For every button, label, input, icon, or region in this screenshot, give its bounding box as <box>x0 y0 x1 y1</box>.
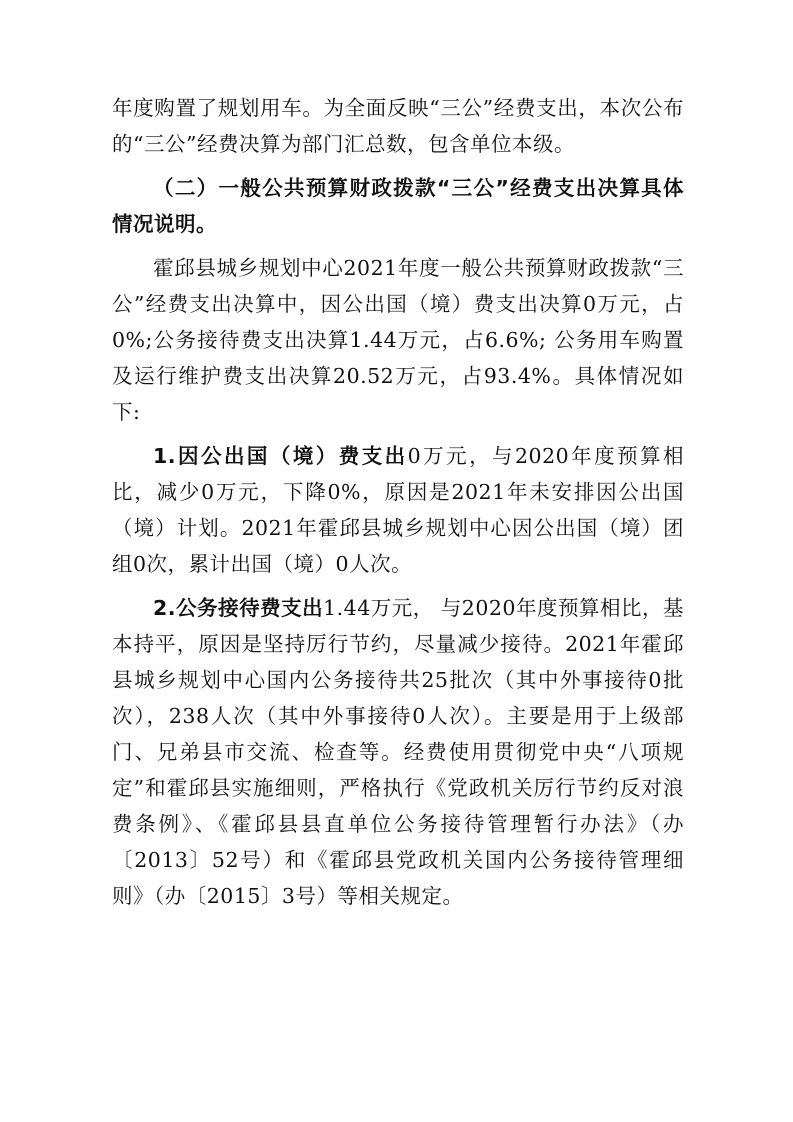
document-page <box>112 90 684 914</box>
section-heading-2: （二）一般公共预算财政拨款“三公”经费支出决算具体情况说明。 <box>112 176 684 236</box>
item-2-text: 1.44万元， 与2020年度预算相比，基本持平，原因是坚持厉行节约，尽量减少接待。2021年霍邱县城乡规划中心国内公务接待共25批次（其中外事接待0批次），238人次（其中外事接待0人次）。主要是用于上级部门、兄弟县市交流、检查等。经费使用贯彻党中央“八项规定”和霍邱县实施细则，严格执行《党政机关厉行节约反对浪费条例》、《霍邱县县直单位公务接待管理暂行办法》（办〔2013〕52号）和《霍邱县党政机关国内公务接待管理细则》（办〔2015〕3号）等相关规定。 <box>112 596 684 908</box>
paragraph-item-1 <box>112 438 684 582</box>
item-2-title: 2.公务接待费支出 <box>153 596 324 620</box>
paragraph-item-2 <box>112 590 684 914</box>
paragraph-summary: 霍邱县城乡规划中心2021年度一般公共预算财政拨款“三公”经费支出决算中，因公出国（境）费支出决算0万元，占0%;公务接待费支出决算1.44万元，占6.6%; 公务用车购置及运行维护费支出决算20.52万元，占93.4%。具体情况如下: <box>112 256 684 424</box>
paragraph-vehicle-note: 年度购置了规划用车。为全面反映“三公”经费支出，本次公布的“三公”经费决算为部门汇总数，包含单位本级。 <box>112 96 684 156</box>
item-1-text: 0万元，与2020年度预算相比，减少0万元，下降0%，原因是2021年未安排因公出国（境）计划。2021年霍邱县城乡规划中心因公出国（境）团组0次，累计出国（境）0人次。 <box>112 444 684 576</box>
item-1-title: 1.因公出国（境）费支出 <box>153 444 408 468</box>
